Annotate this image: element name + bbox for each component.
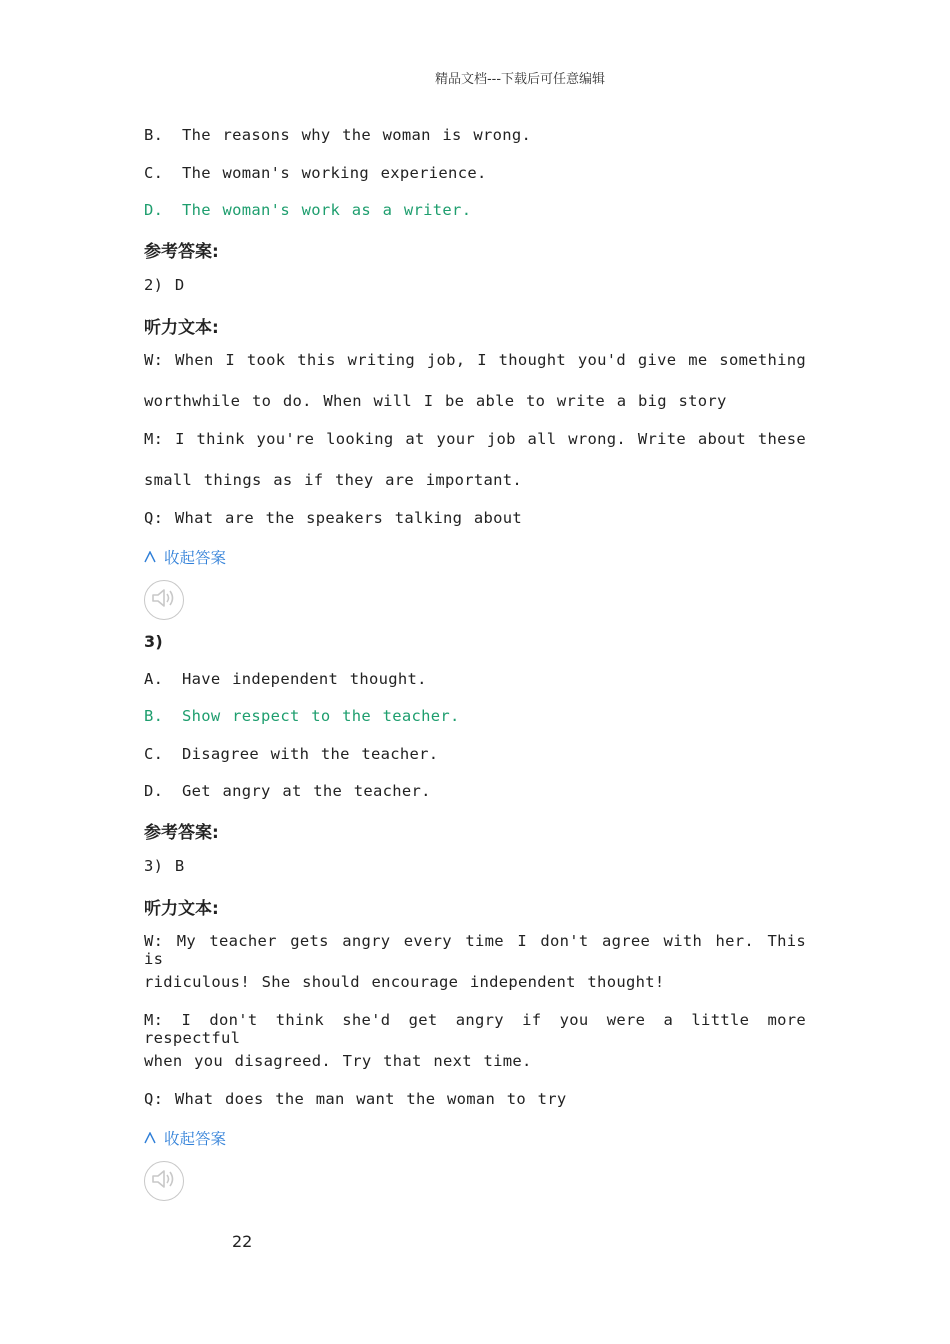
option-text: Get angry at the teacher.	[182, 782, 431, 800]
q3-number: 3)	[144, 632, 164, 651]
q3-option-b[interactable]	[144, 707, 460, 725]
q3-transcript-line: Q: What does the man want the woman to try	[144, 1090, 567, 1108]
option-text: The woman's working experience.	[182, 164, 487, 182]
option-letter: B.	[144, 126, 164, 144]
q2-transcript-heading: 听力文本:	[144, 318, 219, 338]
caret-up-icon	[144, 1130, 156, 1148]
q3-audio-play-button[interactable]	[144, 1161, 184, 1201]
q2-transcript-line: M: I think you're looking at your job all wrong. Write about these	[144, 430, 806, 448]
q2-collapse-answer-link[interactable]	[144, 546, 226, 568]
q2-transcript-line: Q: What are the speakers talking about	[144, 509, 523, 527]
collapse-label: 收起答案	[164, 549, 227, 567]
q2-audio-play-button[interactable]	[144, 580, 184, 620]
option-letter: C.	[144, 164, 164, 182]
option-text: Disagree with the teacher.	[182, 745, 439, 763]
q2-transcript-line: W: When I took this writing job, I thought you'd give me something	[144, 351, 806, 369]
option-letter: A.	[144, 670, 164, 688]
q3-transcript-line: when you disagreed. Try that next time.	[144, 1052, 532, 1070]
q3-option-d[interactable]	[144, 782, 431, 800]
speaker-icon	[151, 587, 177, 613]
q2-transcript-line: small things as if they are important.	[144, 471, 523, 489]
collapse-label: 收起答案	[164, 1130, 227, 1148]
option-letter: B.	[144, 707, 164, 725]
option-letter: D.	[144, 782, 164, 800]
q3-transcript-line: M: I don't think she'd get angry if you were a little more respectful	[144, 1011, 806, 1047]
option-text: The reasons why the woman is wrong.	[182, 126, 532, 144]
q2-option-d[interactable]	[144, 201, 471, 219]
option-text: Show respect to the teacher.	[182, 707, 460, 725]
q3-transcript-heading: 听力文本:	[144, 899, 219, 919]
q2-transcript-line: worthwhile to do. When will I be able to write a big story	[144, 392, 727, 410]
q2-option-b[interactable]	[144, 126, 531, 144]
option-text: Have independent thought.	[182, 670, 427, 688]
q2-answer: 2) D	[144, 276, 185, 294]
header-note: 精品文档---下载后可任意编辑	[434, 72, 606, 87]
q2-option-c[interactable]	[144, 164, 487, 182]
q3-transcript-line: W: My teacher gets angry every time I don't agree with her. This is	[144, 932, 806, 968]
q3-transcript-line: ridiculous! She should encourage independent thought!	[144, 973, 665, 991]
option-letter: D.	[144, 201, 164, 219]
page-number: 22	[232, 1232, 253, 1251]
option-text: The woman's work as a writer.	[182, 201, 472, 219]
caret-up-icon	[144, 549, 156, 567]
q3-collapse-answer-link[interactable]	[144, 1127, 226, 1149]
q3-answer-heading: 参考答案:	[144, 823, 219, 843]
q3-answer: 3) B	[144, 857, 185, 875]
option-letter: C.	[144, 745, 164, 763]
q3-option-a[interactable]	[144, 670, 427, 688]
q2-answer-heading: 参考答案:	[144, 242, 219, 262]
speaker-icon	[151, 1168, 177, 1194]
q3-option-c[interactable]	[144, 745, 438, 763]
